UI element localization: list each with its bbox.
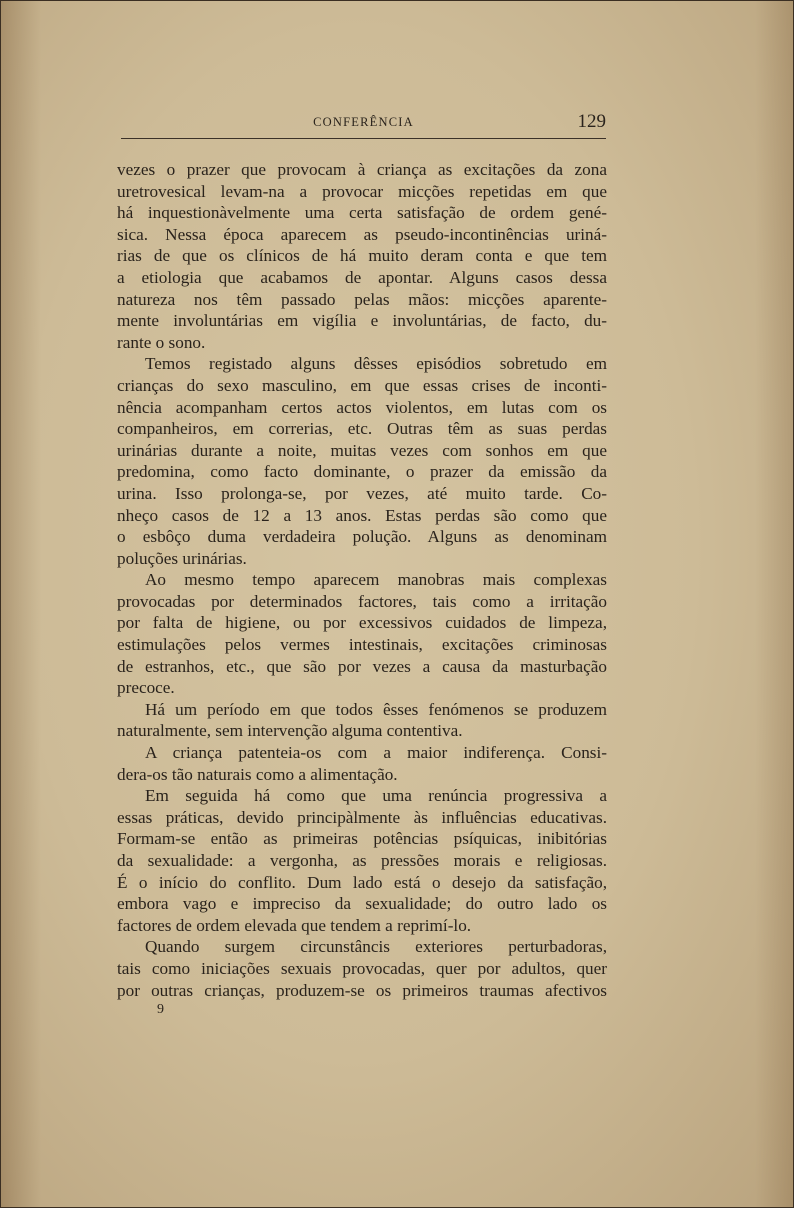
text-line: essas práticas, devido principàlmente às influências educativas. [117, 807, 607, 827]
text-line: poluções urinárias. [117, 548, 247, 568]
text-line: uretrovesical levam-na a provocar micções repetidas em que [117, 181, 607, 201]
text-line: há inquestionàvelmente uma certa satisfação de ordem gené- [117, 203, 607, 223]
page-header [121, 109, 606, 143]
text-line: sica. Nessa época aparecem as pseudo-incontinências uriná- [117, 224, 607, 244]
text-line: por outras crianças, produzem-se os primeiros traumas afectivos [117, 980, 607, 1000]
header-rule [121, 138, 606, 139]
text-line: de estranhos, etc., que são por vezes a causa da masturbação [117, 656, 607, 676]
body-text [117, 159, 607, 1001]
text-line: Há um período em que todos êsses fenómenos se produzem [145, 699, 607, 719]
text-line: vezes o prazer que provocam à criança as excitações da zona [117, 160, 607, 179]
text-line: provocadas por determinados factores, tais como a irritação [117, 591, 607, 611]
text-line: precoce. [117, 678, 175, 698]
text-line: da sexualidade: a vergonha, as pressões morais e religiosas. [117, 851, 607, 870]
text-line: nheço casos de 12 a 13 anos. Estas perdas são como que [117, 505, 607, 525]
text-line: urina. Isso prolonga-se, por vezes, até muito tarde. Co- [117, 483, 607, 503]
text-line: embora vago e impreciso da sexualidade; do outro lado os [117, 894, 607, 914]
text-line: urinárias durante a noite, muitas vezes com sonhos em que [117, 440, 607, 460]
text-line: por falta de higiene, ou por excessivos cuidados de limpeza, [117, 613, 607, 633]
page-number: 129 [577, 111, 606, 132]
text-line: Quando surgem circunstâncis exteriores perturbadoras, [145, 937, 607, 957]
running-head: CONFERÊNCIA [313, 115, 414, 129]
text-line: crianças do sexo masculino, em que essas crises de inconti- [117, 375, 607, 395]
text-line: dera-os tão naturais como a alimentação. [117, 764, 398, 784]
text-line: A criança patenteia-os com a maior indiferença. Consi- [145, 743, 607, 763]
text-line: Em seguida há como que uma renúncia progressiva a [145, 786, 607, 806]
text-line: É o início do conflito. Dum lado está o desejo da satisfação, [117, 872, 607, 892]
text-line: Formam-se então as primeiras potências psíquicas, inibitórias [117, 829, 607, 849]
text-line: estimulações pelos vermes intestinais, excitações criminosas [117, 635, 607, 655]
text-line: o esbôço duma verdadeira polução. Alguns as denominam [117, 527, 607, 547]
signature-mark: 9 [157, 1002, 164, 1017]
text-line: predomina, como facto dominante, o prazer da emissão da [117, 462, 607, 482]
text-line: rias de que os clínicos de há muito deram conta e que tem [117, 246, 607, 266]
text-line: naturalmente, sem intervenção alguma contentiva. [117, 721, 463, 741]
text-line: mente involuntárias em vigília e involuntárias, de facto, du- [117, 311, 607, 331]
text-line: rante o sono. [117, 332, 206, 352]
text-line: Ao mesmo tempo aparecem manobras mais complexas [145, 570, 607, 590]
text-line: nência acompanham certos actos violentos, em lutas com os [117, 397, 607, 417]
text-line: companheiros, em correrias, etc. Outras têm as suas perdas [117, 419, 607, 439]
text-line: tais como iniciações sexuais provocadas, quer por adultos, quer [117, 958, 607, 978]
text-line: factores de ordem elevada que tendem a reprimí-lo. [117, 915, 472, 935]
text-line: natureza nos têm passado pelas mãos: micções aparente- [117, 289, 607, 309]
text-line: a etiologia que acabamos de apontar. Alguns casos dessa [117, 267, 607, 287]
text-line: Temos registado alguns dêsses episódios sobretudo em [145, 354, 607, 374]
